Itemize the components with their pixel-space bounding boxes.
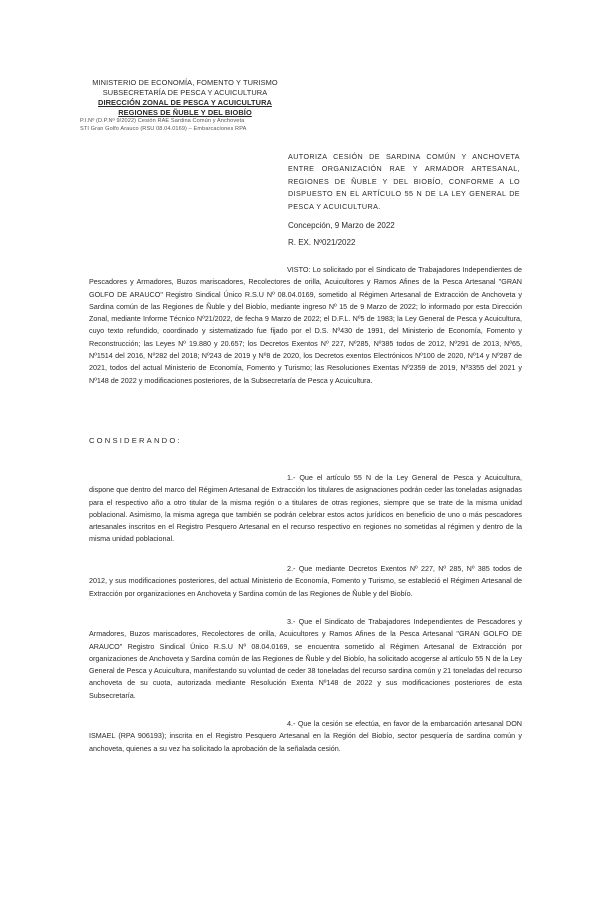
considerando-1 [89,472,522,546]
visto-lead: VISTO: Lo solicitado por el Sindicato de Trabajadores [287,265,461,274]
resolution-number: R. EX. Nº021/2022 [288,238,356,247]
visto-paragraph [89,264,522,387]
considerando-3-lead: 3.- Que el Sindicato de Trabajadores Independientes de [287,617,474,626]
resolution-subject: AUTORIZA CESIÓN DE SARDINA COMÚN Y ANCHOVETA ENTRE ORGANIZACIÓN RAE Y ARMADOR ARTESANAL, REGIONES DE ÑUBLE Y DEL BIOBÍO, CONFORME A LO DISPUESTO EN EL ARTÍCULO 55 N DE LA LEY GENERAL DE PESCA Y ACUICULTURA. [288,152,520,211]
considerando-3-text: Pescadores y Armadores, Buzos mariscadores, Recolectores de orilla, Acuicultores y Ramos Afines de la Pesca Artesanal "GRAN GOLFO DE ARAUCO" Registro Sindical Único R.S.U Nº 08.04.0169, se encuentra sometido al Régimen Artesanal de Extracción por organizaciones de Anchoveta y Sardina común de las Regiones de Ñuble y del Biobío, ha solicitado acogerse al artículo 55 N de la Ley General de Pesca y Acuicultura, manifestando su voluntad de ceder 38 toneladas del recurso sardina común y 21 toneladas del recurso anchoveta de su cuota, autorizada mediante Resolución Exenta Nº148 de 2022 y sus modificaciones posteriores de esta Subsecretaría. [89,617,522,700]
subsecretaria-name: SUBSECRETARÍA DE PESCA Y ACUICULTURA [102,88,268,97]
considerando-1-text: Acuicultura, dispone que dentro del marco del Régimen Artesanal de Extracción los titulares de asignaciones podrán ceder las toneladas asignadas para el respectivo año a otro titular de la misma región o a titulares de otras regiones, siempre que se trate de la misma unidad poblacional. Asimismo, la misma agrega que también se podrán celebrar estos actos jurídicos en beneficio de uno o más pescadores artesanales inscritos en el Registro Pesquero Artesanal en el recurso respectivo en regiones no sometidas al régimen y dentro de la misma unidad poblacional. [89,473,522,544]
considerando-4 [89,718,522,755]
visto-text: Independientes de Pescadores y Armadores, Buzos mariscadores, Recolectores de orilla, Acuicultores y Ramos Afines de la Pesca Artesanal "GRAN GOLFO DE ARAUCO" Registro Sindical Único R.S.U Nº 08.04.0169, sometido al Régimen Artesanal de Extracción de Anchoveta y Sardina común de las Regiones de Ñuble y del Biobío, mediante ingreso Nº 15 de 9 Marzo de 2022; lo informado por esta Dirección Zonal, mediante Informe Técnico Nº21/2022, de fecha 9 Marzo de 2022; el D.F.L. Nº5 de 1983; la Ley General de Pesca y Acuicultura, cuyo texto refundido, coordinado y sistematizado fue fijado por el D.S. Nº430 de 1991, del Ministerio de Economía, Fomento y Reconstrucción; las Leyes Nº 19.880 y 20.657; los Decretos Exentos Nº 227, Nº285, Nº385 todos de 2012, Nº291 de 2013, Nº65, Nº1514 del 2016, Nº282 del 2018; Nº243 de 2019 y Nº8 de 2020, los Decretos exentos Electrónicos Nº100 de 2020, Nº14 y Nº287 de 2021, todos del actual Ministerio de Economía, Fomento y Turismo; las Resoluciones Exentas Nº2359 de 2019, Nº3355 del 2021 y Nº148 de 2022 y modificaciones posteriores, de la Subsecretaría de Pesca y Acuicultura. [89,265,522,385]
regiones-name: REGIONES DE ÑUBLE Y DEL BIOBÍO [118,108,252,117]
direccion-name: DIRECCIÓN ZONAL DE PESCA Y ACUICULTURA [98,98,272,107]
considerando-2 [89,563,522,600]
considerando-1-lead: 1.- Que el artículo 55 N de la Ley General de Pesca y [287,473,481,482]
ministry-name: MINISTERIO DE ECONOMÍA, FOMENTO Y TURISMO [92,78,278,87]
resolution-date: Concepción, 9 Marzo de 2022 [288,221,395,230]
considerando-2-lead: 2.- Que mediante Decretos Exentos Nº 227, Nº 285, Nº [287,564,475,573]
letterhead [80,78,310,133]
considerando-3 [89,616,522,702]
considerando-2-text: 385 todos de 2012, y sus modificaciones posteriores, del actual Ministerio de Economía, Fomento y Turismo, se estableció el Régimen Artesanal de Extracción por organizaciones en Anchoveta y Sardina común de las Regiones de Ñuble y del Biobío. [89,564,522,598]
considerando-4-lead: 4.- Que la cesión se efectúa, en favor de la [287,719,428,728]
reference-line-1: P.I.Nº (D.P.Nº 9/2022) Cesión RAE Sardina Común y Anchoveta [80,118,245,124]
reference-line-2: STI Gran Golfo Arauco (RSU 08.04.0169) – Embarcaciones RPA [80,125,247,132]
considerando-4-text: embarcación artesanal DON ISMAEL (RPA 906193); inscrita en el Registro Pesquero Artesanal en la Región del Biobío, sector pesquería de sardina común y anchoveta, quienes a su vez ha solicitado la aprobación de la señalada cesión. [89,719,522,753]
considerando-title: CONSIDERANDO: [89,436,182,445]
